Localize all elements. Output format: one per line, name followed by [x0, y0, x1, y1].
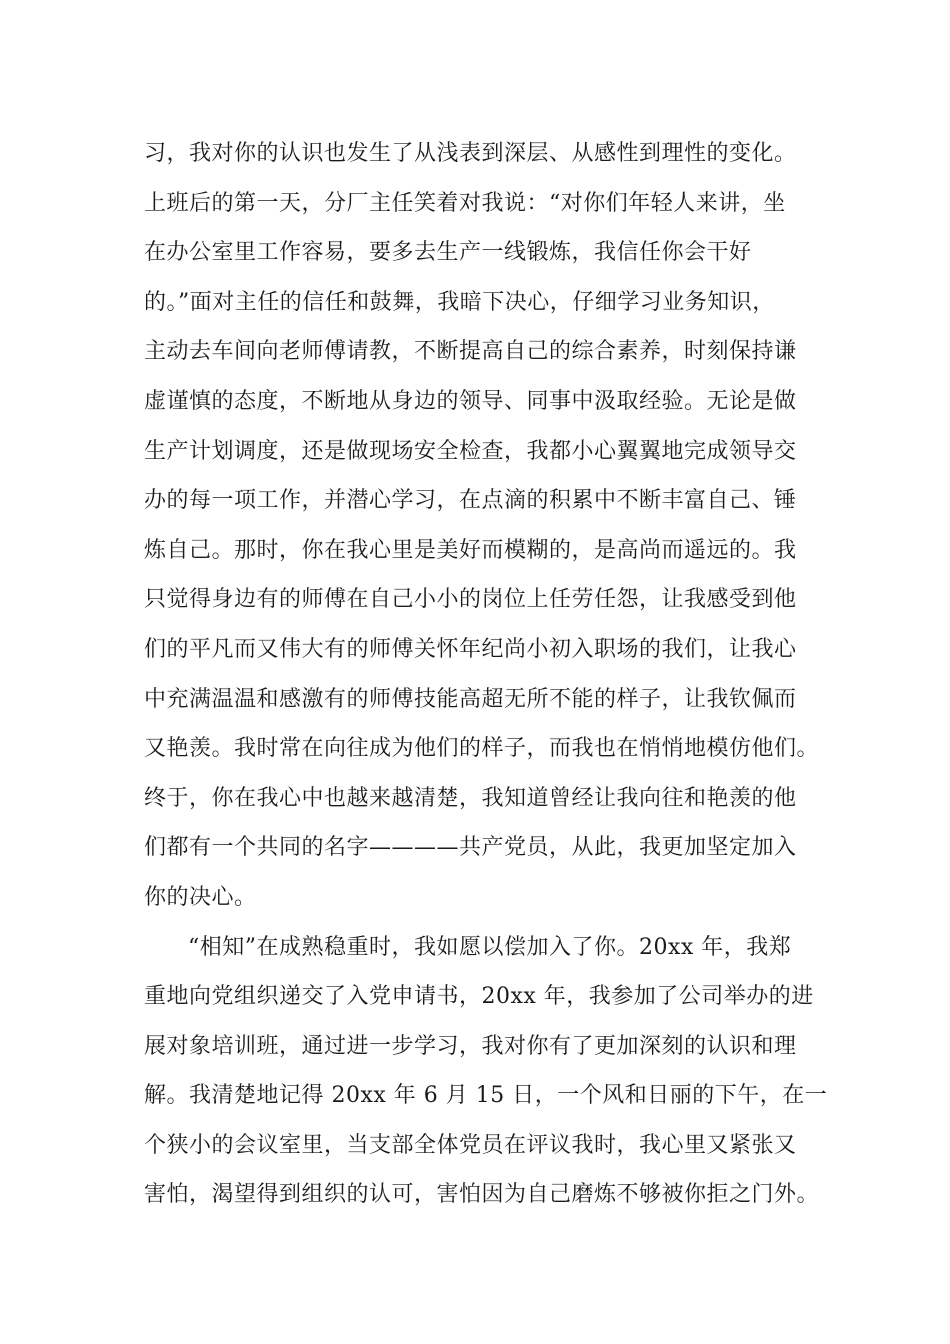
text-line: 只觉得身边有的师傅在自己小小的岗位上任劳任怨，让我感受到他 [144, 587, 797, 613]
text-line: 害怕，渴望得到组织的认可，害怕因为自己磨炼不够被你拒之门外。 [144, 1182, 820, 1208]
text-line: 们都有一个共同的名字————共产党员，从此，我更加坚定加入 [144, 835, 797, 861]
text-line: 又艳羡。我时常在向往成为他们的样子，而我也在悄悄地模仿他们。 [144, 736, 820, 762]
body-text [144, 129, 844, 1220]
text-line: 习，我对你的认识也发生了从浅表到深层、从感性到理性的变化。 [144, 141, 797, 166]
text-line: 终于，你在我心中也越来越清楚，我知道曾经让我向往和艳羡的他 [144, 785, 797, 811]
text-line: 上班后的第一天，分厂主任笑着对我说：“对你们年轻人来讲，坐 [144, 190, 786, 216]
text-line: 重地向党组织递交了入党申请书，20xx 年，我参加了公司举办的进 [144, 984, 814, 1010]
text-line: 办的每一项工作，并潜心学习，在点滴的积累中不断丰富自己、锤 [144, 488, 797, 514]
text-line: 虚谨慎的态度，不断地从身边的领导、同事中汲取经验。无论是做 [144, 388, 797, 414]
text-line: 个狭小的会议室里，当支部全体党员在评议我时，我心里又紧张又 [144, 1132, 797, 1158]
text-line: 你的决心。 [144, 884, 257, 910]
text-line: 在办公室里工作容易，要多去生产一线锻炼，我信任你会干好 [144, 240, 752, 266]
text-line: 解。我清楚地记得 20xx 年 6 月 15 日，一个风和日丽的下午，在一 [144, 1083, 828, 1109]
text-line: 的。”面对主任的信任和鼓舞，我暗下决心，仔细学习业务知识， [144, 289, 775, 315]
text-line: 生产计划调度，还是做现场安全检查，我都小心翼翼地完成领导交 [144, 438, 797, 464]
paragraph-start-line: “相知”在成熟稳重时，我如愿以偿加入了你。20xx 年，我郑 [188, 934, 792, 960]
text-line: 炼自己。那时，你在我心里是美好而模糊的，是高尚而遥远的。我 [144, 537, 797, 563]
text-line: 展对象培训班，通过进一步学习，我对你有了更加深刻的认识和理 [144, 1033, 797, 1059]
text-line: 中充满温温和感激有的师傅技能高超无所不能的样子，让我钦佩而 [144, 686, 797, 712]
text-line: 们的平凡而又伟大有的师傅关怀年纪尚小初入职场的我们，让我心 [144, 636, 797, 662]
text-line: 主动去车间向老师傅请教，不断提高自己的综合素养，时刻保持谦 [144, 339, 797, 365]
